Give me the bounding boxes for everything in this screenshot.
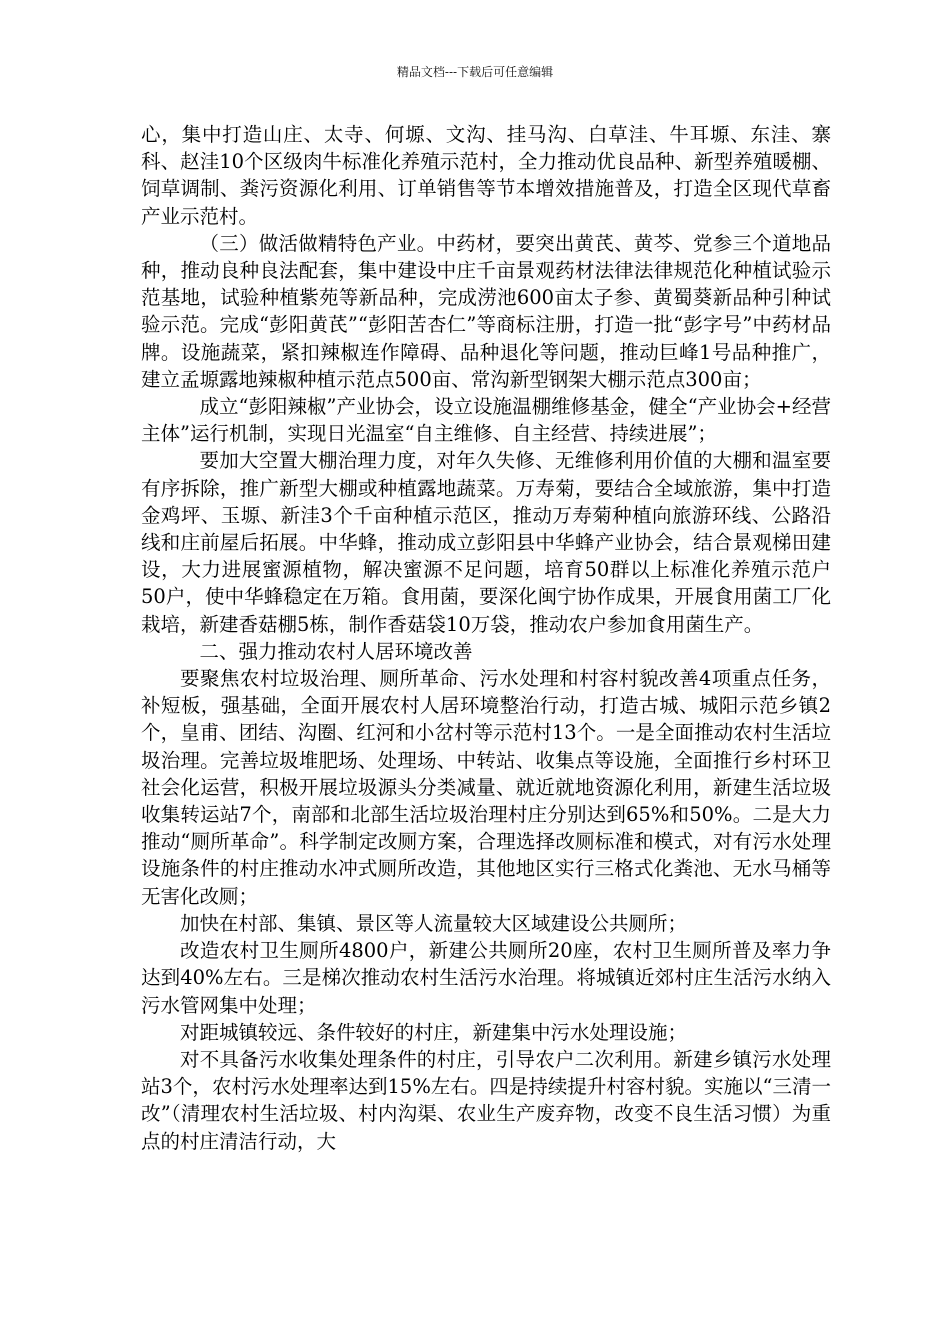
paragraph-pepper-association: 成立“彭阳辣椒”产业协会，设立设施温棚维修基金，健全“产业协会+经营主体”运行机制，实现日光温室“自主维修、自主经营、持续进展”；: [141, 395, 831, 446]
paragraph-greenhouse-management: 要加大空置大棚治理力度，对年久失修、无维修利用价值的大棚和温室要有序拆除，推广新型大棚或种植露地蔬菜。万寿菊，要结合全域旅游，集中打造金鸡坪、玉塬、新洼3个千亩种植示范区，推动万寿菊种植向旅游环线、公路沿线和庄前屋后拓展。中华蜂，推动成立彭阳县中华蜂产业协会，结合景观梯田建设，大力进展蜜源植物，解决蜜源不足问题，培育50群以上标准化养殖示范户50户，使中华蜂稳定在万箱。食用菌，要深化闽宁协作成果，开展食用菌工厂化栽培，新建香菇棚5栋，制作香菇袋10万袋，推动农户参加食用菌生产。: [141, 449, 831, 636]
paragraph-sanitary-toilets: 改造农村卫生厕所4800户，新建公共厕所20座，农村卫生厕所普及率力争达到40%左右。三是梯次推动农村生活污水治理。将城镇近郊村庄生活污水纳入污水管网集中处理；: [141, 939, 831, 1017]
paragraph-environment-tasks: 要聚焦农村垃圾治理、厕所革命、污水处理和村容村貌改善4项重点任务，补短板，强基础，全面开展农村人居环境整治行动，打造古城、城阳示范乡镇2个，皇甫、团结、沟圈、红河和小岔村等示范村13个。一是全面推动农村生活垃圾治理。完善垃圾堆肥场、处理场、中转站、收集点等设施，全面推行乡村环卫社会化运营，积极开展垃圾源头分类减量、就近就地资源化利用，新建生活垃圾收集转运站7个，南部和北部生活垃圾治理村庄分别达到65%和50%。二是大力推动“厕所革命”。科学制定改厕方案，合理选择改厕标准和模式，对有污水处理设施条件的村庄推动水冲式厕所改造，其他地区实行三格式化粪池、无水马桶等无害化改厕；: [141, 667, 831, 908]
paragraph-remote-villages: 对距城镇较远、条件较好的村庄，新建集中污水处理设施；: [180, 1020, 688, 1044]
paragraph-continuation: 心，集中打造山庄、太寺、何塬、文沟、挂马沟、白草洼、牛耳塬、东洼、寨科、赵洼10个区级肉牛标准化养殖示范村，全力推动优良品种、新型养殖暖棚、饲草调制、粪污资源化利用、订单销售等节本增效措施普及，打造全区现代草畜产业示范村。: [141, 123, 831, 228]
paragraph-village-appearance: 对不具备污水收集处理条件的村庄，引导农户二次利用。新建乡镇污水处理站3个，农村污水处理率达到15%左右。四是持续提升村容村貌。实施以“三清一改”（清理农村生活垃圾、村内沟渠、农业生产废弃物，改变不良生活习惯）为重点的村庄清洁行动，大: [141, 1047, 831, 1153]
page-header: 精品文档---下载后可任意编辑: [396, 65, 554, 79]
paragraph-public-toilets: 加快在村部、集镇、景区等人流量较大区域建设公共厕所；: [180, 911, 688, 935]
paragraph-special-industries: （三）做活做精特色产业。中药材，要突出黄芪、黄芩、党参三个道地品种，推动良种良法配套，集中建设中庄千亩景观药材法律法律规范化种植试验示范基地，试验种植紫苑等新品种，完成涝池600亩太子参、黄蜀葵新品种引种试验示范。完成“彭阳黄芪”“彭阳苦杏仁”等商标注册，打造一批“彭字号”中药材品牌。设施蔬菜，紧扣辣椒连作障碍、品种退化等问题，推动巨峰1号品种推广，建立孟塬露地辣椒种植示范点500亩、常沟新型钢架大棚示范点300亩；: [141, 231, 831, 391]
document-body: [141, 121, 831, 1155]
section-heading-living-environment: 二、强力推动农村人居环境改善: [199, 639, 473, 663]
